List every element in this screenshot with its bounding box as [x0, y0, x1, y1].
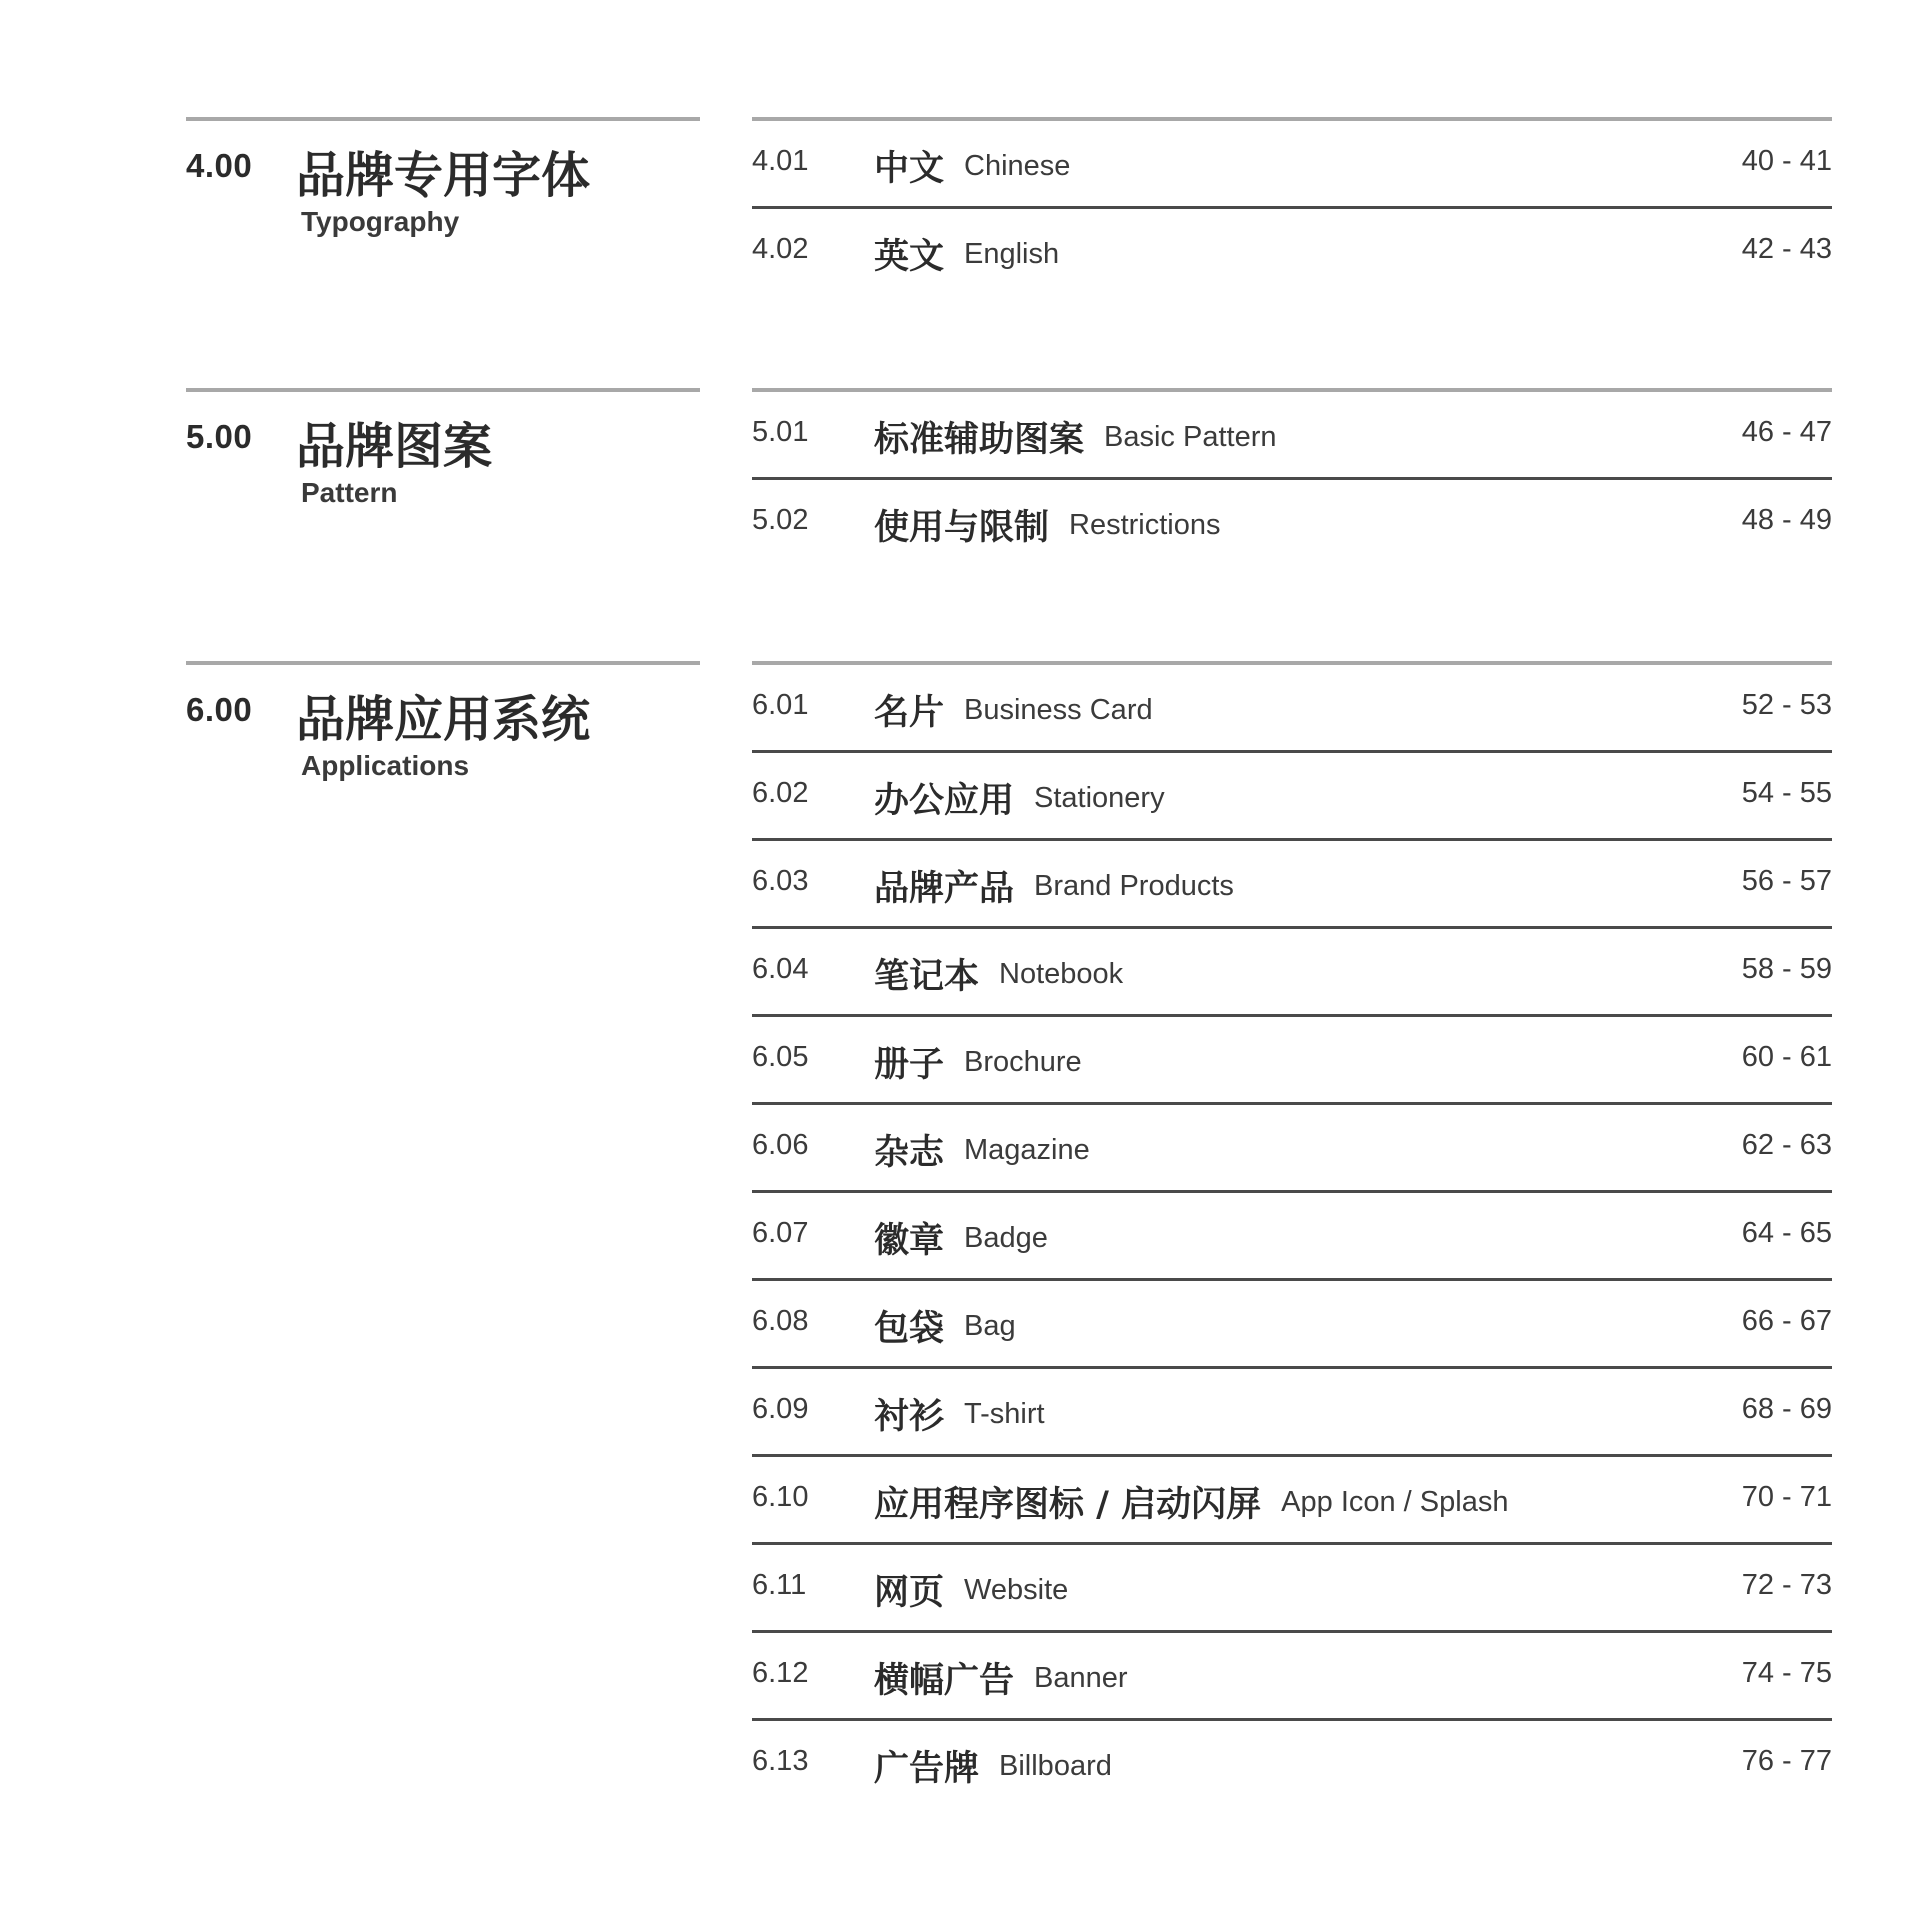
entry-title	[874, 1037, 1082, 1087]
entry-title-cn: 杂志	[874, 1133, 945, 1173]
entry-title-en: Magazine	[964, 1133, 1090, 1166]
entry-number: 6.13	[752, 1745, 809, 1777]
entry-pages: 52 - 53	[1741, 689, 1832, 721]
toc-entry[interactable]	[752, 1017, 1832, 1105]
entry-title-cn: 广告牌	[874, 1749, 980, 1789]
entry-pages: 66 - 67	[1741, 1305, 1832, 1337]
entry-title-cn: 品牌产品	[874, 869, 1015, 909]
entry-pages: 64 - 65	[1741, 1217, 1832, 1249]
entry-number: 6.09	[752, 1393, 809, 1425]
entry-title-cn: 使用与限制	[874, 508, 1050, 548]
entry-title-cn: 衬衫	[874, 1397, 945, 1437]
section-number: 4.00	[186, 147, 253, 184]
entry-title-en: Stationery	[1034, 781, 1165, 814]
entry-title-en: Business Card	[964, 693, 1153, 726]
entry-title	[874, 1389, 1045, 1439]
entry-title	[874, 1653, 1128, 1703]
entry-title-en: Website	[964, 1573, 1069, 1606]
entry-pages: 54 - 55	[1741, 777, 1832, 809]
section-title-en: Pattern	[301, 477, 398, 508]
toc-entry[interactable]	[752, 1457, 1832, 1545]
toc-entry[interactable]	[752, 1721, 1832, 1806]
section-title-en: Applications	[301, 750, 470, 781]
entry-number: 6.04	[752, 953, 809, 985]
entry-pages: 58 - 59	[1741, 953, 1832, 985]
entry-pages: 46 - 47	[1741, 416, 1832, 448]
entry-title	[874, 500, 1221, 550]
entry-pages: 48 - 49	[1741, 504, 1832, 536]
section-divider	[186, 388, 700, 392]
entry-title	[874, 412, 1277, 462]
entry-title	[874, 1213, 1048, 1263]
toc-entry[interactable]	[752, 1281, 1832, 1369]
entry-title-cn: 应用程序图标 / 启动闪屏	[874, 1485, 1262, 1525]
entry-number: 4.01	[752, 145, 809, 177]
toc-entry[interactable]	[752, 665, 1832, 753]
entry-number: 6.03	[752, 865, 809, 897]
entry-number: 6.01	[752, 689, 809, 721]
toc-entry[interactable]	[752, 1633, 1832, 1721]
entry-pages: 40 - 41	[1741, 145, 1832, 177]
entry-title-en: Notebook	[999, 957, 1124, 990]
entry-title-en: Bag	[964, 1309, 1016, 1342]
entry-title	[874, 685, 1153, 735]
entry-title	[874, 1125, 1090, 1175]
section-number: 5.00	[186, 418, 253, 455]
toc-entries	[752, 392, 1832, 565]
entry-title	[874, 141, 1070, 191]
entry-title-en: Badge	[964, 1221, 1048, 1254]
entry-number: 5.01	[752, 416, 809, 448]
toc-entry[interactable]	[752, 753, 1832, 841]
section-title-cn: 品牌应用系统	[296, 691, 591, 748]
section-number: 6.00	[186, 691, 253, 728]
entry-number: 6.07	[752, 1217, 809, 1249]
entry-pages: 62 - 63	[1741, 1129, 1832, 1161]
entry-title-cn: 办公应用	[874, 781, 1015, 821]
entry-title-cn: 包袋	[874, 1309, 945, 1349]
entry-title	[874, 1301, 1016, 1351]
entry-title-en: T-shirt	[964, 1397, 1045, 1430]
toc-entry[interactable]	[752, 1105, 1832, 1193]
entry-pages: 56 - 57	[1741, 865, 1832, 897]
entry-pages: 42 - 43	[1741, 233, 1832, 265]
entry-title	[874, 1477, 1508, 1527]
entry-title-en: Billboard	[999, 1749, 1112, 1782]
toc-entry[interactable]	[752, 1369, 1832, 1457]
entry-title-cn: 网页	[874, 1573, 945, 1613]
section-divider	[186, 117, 700, 121]
entry-title	[874, 1565, 1068, 1615]
entry-title-en: Brochure	[964, 1045, 1082, 1078]
entry-title-en: Chinese	[964, 149, 1071, 182]
entry-number: 6.06	[752, 1129, 809, 1161]
section-title-cn: 品牌专用字体	[296, 147, 591, 204]
entry-number: 6.05	[752, 1041, 809, 1073]
entry-title-en: Brand Products	[1034, 869, 1234, 902]
toc-entries	[752, 121, 1832, 294]
toc-entry[interactable]	[752, 841, 1832, 929]
entry-title-cn: 徽章	[874, 1221, 945, 1261]
entry-pages: 74 - 75	[1741, 1657, 1832, 1689]
entry-pages: 70 - 71	[1741, 1481, 1832, 1513]
toc-entry[interactable]	[752, 480, 1832, 565]
entry-title-cn: 名片	[874, 693, 945, 733]
entry-number: 6.08	[752, 1305, 809, 1337]
entry-title-en: Basic Pattern	[1104, 420, 1277, 453]
section-title-cn: 品牌图案	[296, 418, 493, 475]
section-divider	[186, 661, 700, 665]
toc-entry[interactable]	[752, 392, 1832, 480]
toc-entries	[752, 665, 1832, 1806]
entry-title	[874, 229, 1059, 279]
entry-number: 5.02	[752, 504, 809, 536]
toc-entry[interactable]	[752, 209, 1832, 294]
toc-entry[interactable]	[752, 929, 1832, 1017]
entry-number: 6.12	[752, 1657, 809, 1689]
entry-number: 6.02	[752, 777, 809, 809]
section-title-en: Typography	[301, 206, 460, 237]
toc-entry[interactable]	[752, 121, 1832, 209]
entry-title-cn: 标准辅助图案	[874, 420, 1085, 460]
entry-title-en: English	[964, 237, 1060, 270]
entry-title-en: App Icon / Splash	[1281, 1485, 1509, 1518]
entry-pages: 72 - 73	[1741, 1569, 1832, 1601]
entry-pages: 60 - 61	[1741, 1041, 1832, 1073]
entry-title-cn: 英文	[874, 237, 945, 277]
entry-title-cn: 横幅广告	[874, 1661, 1015, 1701]
entry-title-en: Banner	[1034, 1661, 1128, 1694]
entry-number: 6.10	[752, 1481, 809, 1513]
entry-title	[874, 1741, 1112, 1791]
entry-title-cn: 中文	[874, 149, 945, 189]
entry-pages: 68 - 69	[1741, 1393, 1832, 1425]
entry-title-cn: 册子	[874, 1045, 945, 1085]
entry-title-en: Restrictions	[1069, 508, 1221, 541]
entry-title	[874, 861, 1234, 911]
entry-title	[874, 949, 1123, 999]
entry-pages: 76 - 77	[1741, 1745, 1832, 1777]
toc-entry[interactable]	[752, 1193, 1832, 1281]
entry-title	[874, 773, 1165, 823]
toc-entry[interactable]	[752, 1545, 1832, 1633]
entry-number: 4.02	[752, 233, 809, 265]
entry-title-cn: 笔记本	[874, 957, 980, 997]
entry-number: 6.11	[752, 1569, 807, 1601]
